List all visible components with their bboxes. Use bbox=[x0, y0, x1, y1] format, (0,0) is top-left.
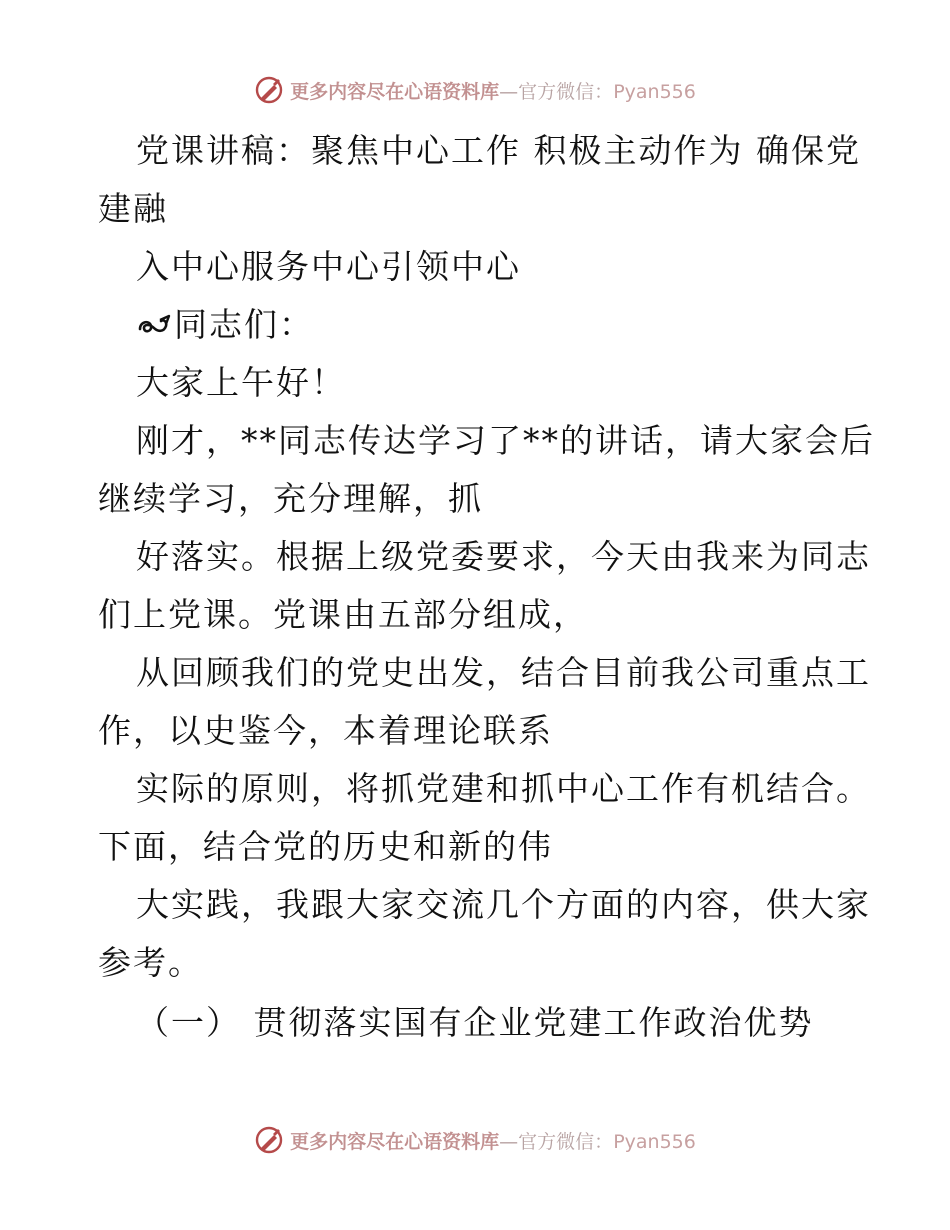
title-line-1: 党课讲稿：聚焦中心工作 积极主动作为 确保党 bbox=[136, 131, 861, 170]
banner-site-name: 更多内容尽在心语资料库 bbox=[290, 1130, 500, 1153]
footer-watermark-banner bbox=[0, 1120, 950, 1160]
paragraph-line-10: 参考。 bbox=[98, 943, 203, 982]
header-watermark-banner bbox=[0, 70, 950, 110]
paragraph-line-7: 实际的原则，将抓党建和抓中心工作有机结合。 bbox=[136, 769, 871, 808]
banner-wechat-id: Pyan556 bbox=[613, 80, 696, 103]
paragraph-line-2: 继续学习，充分理解，抓 bbox=[98, 479, 483, 518]
paragraph-line-1: 刚才，**同志传达学习了**的讲话，请大家会后 bbox=[136, 421, 875, 460]
paragraph-line-4: 们上党课。党课由五部分组成， bbox=[98, 595, 588, 634]
banner-wechat-id: Pyan556 bbox=[613, 1130, 696, 1153]
paragraph-line-3: 好落实。根据上级党委要求，今天由我来为同志 bbox=[136, 537, 871, 576]
banner-text bbox=[290, 77, 696, 104]
pen-logo-icon bbox=[254, 75, 284, 105]
title-line-2: 建融 bbox=[98, 189, 168, 228]
document-body bbox=[98, 122, 875, 1052]
section-heading-1: （一） 贯彻落实国有企业党建工作政治优势 bbox=[136, 1003, 814, 1042]
banner-separator: —官方微信： bbox=[499, 80, 614, 103]
greeting-line: 大家上午好！ bbox=[136, 363, 346, 402]
banner-site-name: 更多内容尽在心语资料库 bbox=[290, 80, 500, 103]
salutation-text: 同志们： bbox=[174, 305, 314, 344]
paragraph-line-5: 从回顾我们的党史出发，结合目前我公司重点工 bbox=[136, 653, 871, 692]
banner-separator: —官方微信： bbox=[499, 1130, 614, 1153]
paragraph-line-6: 作，以史鉴今，本着理论联系 bbox=[98, 711, 553, 750]
salutation-line bbox=[98, 296, 858, 354]
pen-logo-icon bbox=[254, 1125, 284, 1155]
paragraph-line-9: 大实践，我跟大家交流几个方面的内容，供大家 bbox=[136, 885, 871, 924]
banner-text bbox=[290, 1127, 696, 1154]
title-line-3: 入中心服务中心引领中心 bbox=[136, 247, 521, 286]
paragraph-line-8: 下面，结合党的历史和新的伟 bbox=[98, 827, 553, 866]
decorative-flourish-icon bbox=[136, 312, 174, 338]
